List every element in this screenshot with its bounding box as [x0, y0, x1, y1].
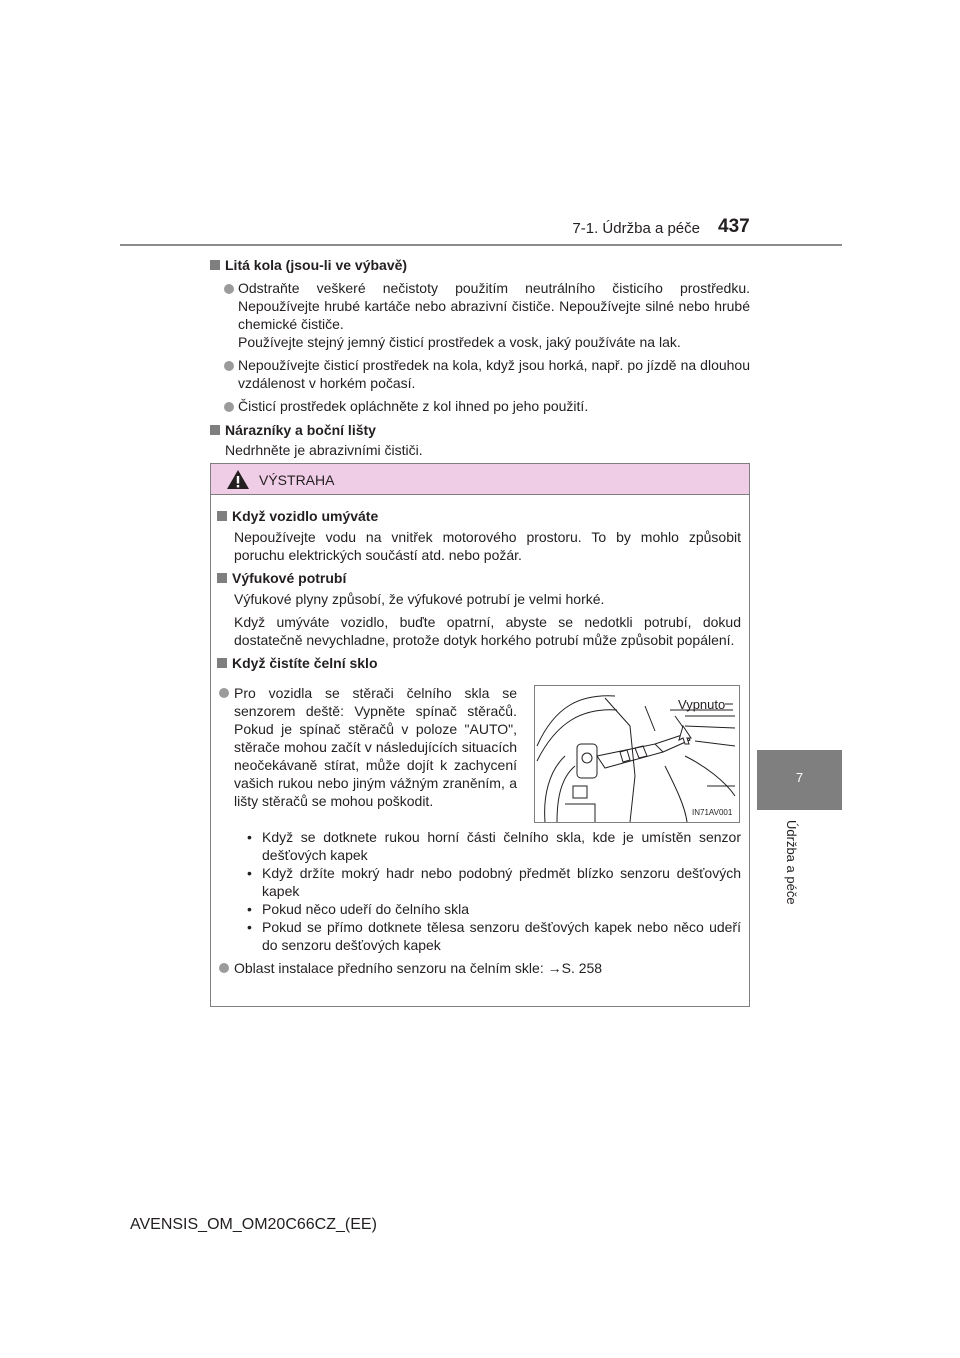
exhaust-heading: Výfukové potrubí	[217, 569, 741, 587]
figure-label-off: Vypnuto	[678, 697, 726, 712]
warning-header	[211, 464, 749, 495]
chapter-label-text: Údržba a péče	[784, 820, 799, 905]
square-bullet-icon	[210, 260, 220, 270]
list-item: • Když se dotknete rukou horní části čelního skla, kde je umístěn senzor dešťových kapek	[247, 829, 741, 863]
wheels-heading: Litá kola (jsou-li ve výbavě)	[210, 256, 750, 274]
wheels-bullet-3: Čisticí prostředek opláchněte z kol ihned po jeho použití.	[210, 397, 750, 415]
bumpers-text: Nedrhněte je abrazivními čističi.	[225, 442, 423, 458]
square-bullet-icon	[217, 658, 227, 668]
wiper-switch-figure	[534, 685, 740, 823]
bumpers-heading: Nárazníky a boční lišty	[210, 421, 750, 439]
windshield-bullet-1: Pro vozidla se stěrači čelního skla se senzorem deště: Vypněte spínač stěračů. Pokud je spínač stěračů v poloze "AUTO", stěrače mohou začít v následujících situacích neočekávaně stírat, může dojít k zachycení vašich rukou nebo jiným vážným zraněním, a lišty stěračů se mohou poškodit.	[234, 684, 517, 810]
page-number: 437	[718, 216, 750, 237]
warning-title: VÝSTRAHA	[259, 472, 335, 488]
section-title: 7-1. Údržba a péče	[572, 220, 700, 237]
warning-box	[210, 463, 750, 1007]
square-bullet-icon	[217, 573, 227, 583]
circle-bullet-icon	[224, 361, 234, 371]
circle-bullet-icon	[224, 284, 234, 294]
circle-bullet-icon	[219, 688, 229, 698]
list-item: • Pokud se přímo dotknete tělesa senzoru dešťových kapek nebo něco udeří do senzoru dešťových kapek	[247, 919, 741, 953]
washing-heading: Když vozidlo umýváte	[217, 507, 741, 525]
windshield-split	[217, 684, 741, 824]
list-item: • Pokud něco udeří do čelního skla	[247, 901, 470, 917]
circle-bullet-icon	[224, 402, 234, 412]
wheels-bullet-2: Nepoužívejte čisticí prostředek na kola, když jsou horká, např. po jízdě na dlouhou vzdálenost v horkém počasí.	[210, 356, 750, 392]
exhaust-text-2: Když umýváte vozidlo, buďte opatrní, abyste se nedotkli potrubí, dokud dostatečně nevychladne, protože dotyk horkého potrubí může způsobit popálení.	[234, 614, 741, 648]
chapter-number: 7	[795, 770, 804, 785]
dash-list	[217, 828, 741, 954]
square-bullet-icon	[210, 425, 220, 435]
circle-bullet-icon	[219, 963, 229, 973]
list-item: • Když držíte mokrý hadr nebo podobný předmět blízko senzoru dešťových kapek	[247, 865, 741, 899]
chapter-tab	[757, 750, 842, 810]
wheels-bullet-1: Odstraňte veškeré nečistoty použitím neutrálního čisticího prostředku. Nepoužívejte hrubé kartáče nebo abrazivní čističe. Nepoužívejte silné nebo hrubé chemické čističe. Používejte stejný jemný čisticí prostředek a vosk, jaký používáte na lak.	[210, 279, 750, 351]
square-bullet-icon	[217, 511, 227, 521]
main-content	[210, 252, 750, 459]
exhaust-text-1: Výfukové plyny způsobí, že výfukové potrubí je velmi horké.	[234, 591, 605, 607]
warning-triangle-icon	[226, 469, 250, 490]
warning-body	[217, 507, 741, 977]
figure-code: IN71AV001	[692, 808, 733, 817]
chapter-label	[784, 820, 814, 940]
document-code: AVENSIS_OM_OM20C66CZ_(EE)	[130, 1216, 377, 1233]
windshield-bullet-2: Oblast instalace předního senzoru na čelním skle: →S. 258	[217, 959, 741, 977]
windshield-heading: Když čistíte čelní sklo	[217, 654, 741, 672]
washing-text: Nepoužívejte vodu na vnitřek motorového prostoru. To by mohlo způsobit poruchu elektrických součástí atd. nebo požár.	[234, 529, 741, 563]
header-rule	[120, 244, 842, 246]
